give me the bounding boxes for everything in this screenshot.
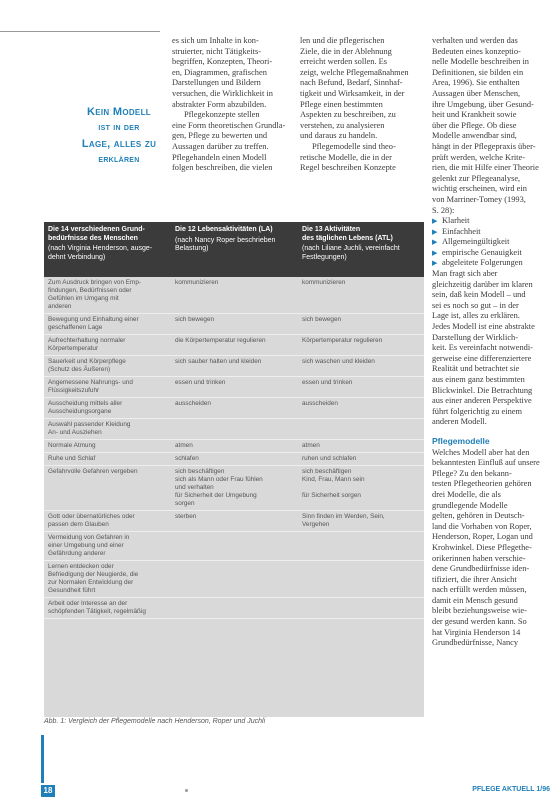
page-number: 18 xyxy=(41,785,55,797)
table-cell: Lernen entdecken oder Befriedigung der Neugierde, die zur Normalen Entwicklung der Gesundheit führt xyxy=(44,561,171,598)
table-cell: Körpertemperatur regulieren xyxy=(298,335,424,356)
criteria-list-item: ▶ empirische Genauigkeit xyxy=(432,247,522,257)
table-header-1 xyxy=(44,222,171,277)
text-column-1 xyxy=(172,36,292,174)
table-row xyxy=(44,532,424,561)
triangle-bullet-icon: ▶ xyxy=(432,227,438,236)
table-cell: schlafen xyxy=(171,453,298,466)
table-cell xyxy=(298,598,424,619)
table-cell xyxy=(171,532,298,561)
column-title: Die 14 verschiedenen Grund- bedürfnisse des Menschen xyxy=(48,226,145,242)
table-cell: sterben xyxy=(171,511,298,532)
pullquote-line-4: erklären xyxy=(98,154,140,165)
table-cell: sich bewegen xyxy=(298,314,424,335)
table-cell: ruhen und schlafen xyxy=(298,453,424,466)
body-paragraph: Welches Modell aber hat den bekanntesten Einfluß auf unsere Pflege? Zu den bekann- testen Pflegetheorien gehören drei Modelle, die als grundlegende Modelle gelten, gehören in Deutsch- land die Vorhaben von Roper, Henderson, Roper, Logan und Krohwinkel. Diese Pflegethe- orikerinnen haben verschie- dene Grundbedürfnisse iden- tifiziert, die ihrer Ansicht nach erfüllt werden müssen, damit ein Mensch gesund bleibt beziehungsweise wie- der gesund werden kann. So hat Virginia Henderson 14 Grundbedürfnisse, Nancy xyxy=(432,447,540,648)
table-cell: Sinn finden im Werden, Sein, Vergehen xyxy=(298,511,424,532)
table-cell: essen und trinken xyxy=(171,377,298,398)
table-row xyxy=(44,598,424,619)
table-cell xyxy=(298,561,424,598)
column-subtitle: (nach Virginia Henderson, ausge- dehnt Verbindung) xyxy=(48,245,153,261)
table-cell: Ausscheidung mittels aller Ausscheidungsorgane xyxy=(44,398,171,419)
table-row xyxy=(44,277,424,314)
column-subtitle: (nach Nancy Roper beschrieben Belastung) xyxy=(175,236,276,253)
table-cell: Gott oder übernatürliches oder passen dem Glauben xyxy=(44,511,171,532)
footer-dot xyxy=(185,789,188,792)
table-row xyxy=(44,453,424,466)
table-cell: kommunizieren xyxy=(171,277,298,314)
table-caption: Abb. 1: Vergleich der Pflegemodelle nach Henderson, Roper und Juchli xyxy=(44,718,266,725)
table-cell: Arbeit oder Interesse an der schöpfenden Tätigkeit, regelmäßig xyxy=(44,598,171,619)
triangle-bullet-icon: ▶ xyxy=(432,217,438,226)
table-row xyxy=(44,398,424,419)
pullquote-line-2: ist in der xyxy=(98,122,140,133)
body-paragraph: len und die pflegerischen Ziele, die in der Ablehnung erreicht werden sollen. Es zeigt, welche Pflegemaßnahmen nach Befund, Bedarf, Sinnhaf- tigkeit und Wirksamkeit, in der Pflege einen bestimmten Aspekten zu beschreiben, zu verstehen, zu analysieren und daraus zu handeln. xyxy=(300,36,409,141)
table-cell: Normale Atmung xyxy=(44,440,171,453)
criteria-list xyxy=(432,216,550,269)
table-row xyxy=(44,377,424,398)
table-cell: Bewegung und Einhaltung einer geschaffenen Lage xyxy=(44,314,171,335)
table-cell: atmen xyxy=(171,440,298,453)
table-cell: sich beschäftigen Kind, Frau, Mann sein für Sicherheit sorgen xyxy=(298,466,424,511)
table-cell: Gefahrvolle Gefahren vergeben xyxy=(44,466,171,511)
table-row xyxy=(44,466,424,511)
column-title: Die 13 Aktivitäten des täglichen Lebens (ATL) xyxy=(302,226,393,242)
body-paragraph: verhalten und werden das Bedeuten eines konzeptio- nelle Modelle beschreiben in Definitionen, sie bilden ein Area, 1996). Sie enthalten Aussagen über Menschen, ihre Umgebung, über Gesund- heit und Krankheit sowie über die Pflege. Ob diese Modelle anwendbar sind, hängt in der Pflegepraxis über- prüft werden, welche Krite- rien, die mit Hilfe einer Theorie gelenkt zur Pflegeanalyse, wichtig erscheinen, wird ein von Marriner-Tomey (1993, S. 28): xyxy=(432,36,539,215)
table-row xyxy=(44,314,424,335)
table-cell xyxy=(171,419,298,440)
comparison-table xyxy=(44,222,424,717)
table-cell: Auswahl passender Kleidung An- und Ausziehen xyxy=(44,419,171,440)
body-paragraph: es sich um Inhalte in kon- struierter, nicht Tätigkeits- begriffen, Konzepten, Theori- en, Diagrammen, grafischen Darstellungen und Bildern versuchen, die Wirklichkeit in abstrakter Form abzubilden. xyxy=(172,36,273,109)
table-header-3 xyxy=(298,222,424,277)
top-rule xyxy=(0,31,160,32)
pullquote xyxy=(74,104,164,168)
table-row xyxy=(44,356,424,377)
pullquote-line-1: Kein Modell xyxy=(87,106,151,118)
table-cell xyxy=(171,598,298,619)
criteria-list-item: ▶ Allgemeingültigkeit xyxy=(432,237,510,247)
table-cell xyxy=(298,532,424,561)
table-row xyxy=(44,561,424,598)
table-cell: Aufrechterhaltung normaler Körpertemperatur xyxy=(44,335,171,356)
table-cell xyxy=(171,561,298,598)
table-cell: Sauerkeit und Körperpflege (Schutz des Äußeren) xyxy=(44,356,171,377)
criteria-list-item: ▶ Einfachheit xyxy=(432,226,481,236)
table-cell: sich sauber halten und kleiden xyxy=(171,356,298,377)
body-paragraph: Man fragt sich aber gleichzeitig darüber im klaren sein, daß kein Modell – und sei es noch so gut – in der Lage ist, alles zu erklären. Jedes Modell ist eine abstrakte Darstellung der Wirklich- keit. Es vereinfacht notwendi- gerweise eine differenziertere Realität und betrachtet sie aus einem ganz bestimmten Blickwinkel. Die Betrachtung aus einer anderen Perspektive führt folgerichtig zu einem anderen Modell. xyxy=(432,269,535,427)
pullquote-line-3: Lage, alles zu xyxy=(81,138,157,150)
table-cell: sich waschen und kleiden xyxy=(298,356,424,377)
table-cell: Ruhe und Schlaf xyxy=(44,453,171,466)
table-row xyxy=(44,335,424,356)
body-paragraph: Pflegekonzepte stellen eine Form theoretischen Grundla- gen, Pflege zu bewerten und Aussagen darüber zu treffen. Pflegehandeln einen Modell folgen beschreiben, die vielen xyxy=(172,110,286,173)
table-cell: die Körpertemperatur regulieren xyxy=(171,335,298,356)
column-title: Die 12 Lebensaktivitäten (LA) xyxy=(175,226,273,233)
criteria-list-item: ▶ abgeleitete Folgerungen xyxy=(432,258,523,268)
journal-footer: PFLEGE AKTUELL 1/96 xyxy=(472,786,550,793)
table-row xyxy=(44,440,424,453)
table-row xyxy=(44,419,424,440)
table-cell: Vermeidung von Gefahren in einer Umgebung und einer Gefährdung anderer xyxy=(44,532,171,561)
criteria-list-item: ▶ Klarheit xyxy=(432,216,470,226)
triangle-bullet-icon: ▶ xyxy=(432,259,438,268)
table-cell: atmen xyxy=(298,440,424,453)
table-cell: essen und trinken xyxy=(298,377,424,398)
table-row xyxy=(44,511,424,532)
text-column-3 xyxy=(432,36,550,649)
table-cell: Angemessene Nahrungs- und Flüssigkeitszufuhr xyxy=(44,377,171,398)
triangle-bullet-icon: ▶ xyxy=(432,248,438,257)
body-paragraph: Pflegemodelle sind theo- retische Modelle, die in der Regel beschreiben Konzepte xyxy=(300,141,396,173)
table-cell: ausscheiden xyxy=(298,398,424,419)
table-cell xyxy=(298,419,424,440)
table-cell: sich beschäftigen sich als Mann oder Frau fühlen und verhalten für Sicherheit der Umgebung sorgen xyxy=(171,466,298,511)
table-cell: ausscheiden xyxy=(171,398,298,419)
table-cell: Zum Ausdruck bringen von Emp- findungen, Bedürfnissen oder Gefühlen im Umgang mit anderen xyxy=(44,277,171,314)
text-column-2 xyxy=(300,36,425,174)
table-cell: sich bewegen xyxy=(171,314,298,335)
margin-bar xyxy=(41,735,44,783)
triangle-bullet-icon: ▶ xyxy=(432,238,438,247)
section-heading: Pflegemodelle xyxy=(432,435,490,446)
column-subtitle: (nach Liliane Juchli, vereinfacht Festlegungen) xyxy=(302,245,400,261)
table-header-2 xyxy=(171,222,298,277)
table-cell: kommunizieren xyxy=(298,277,424,314)
